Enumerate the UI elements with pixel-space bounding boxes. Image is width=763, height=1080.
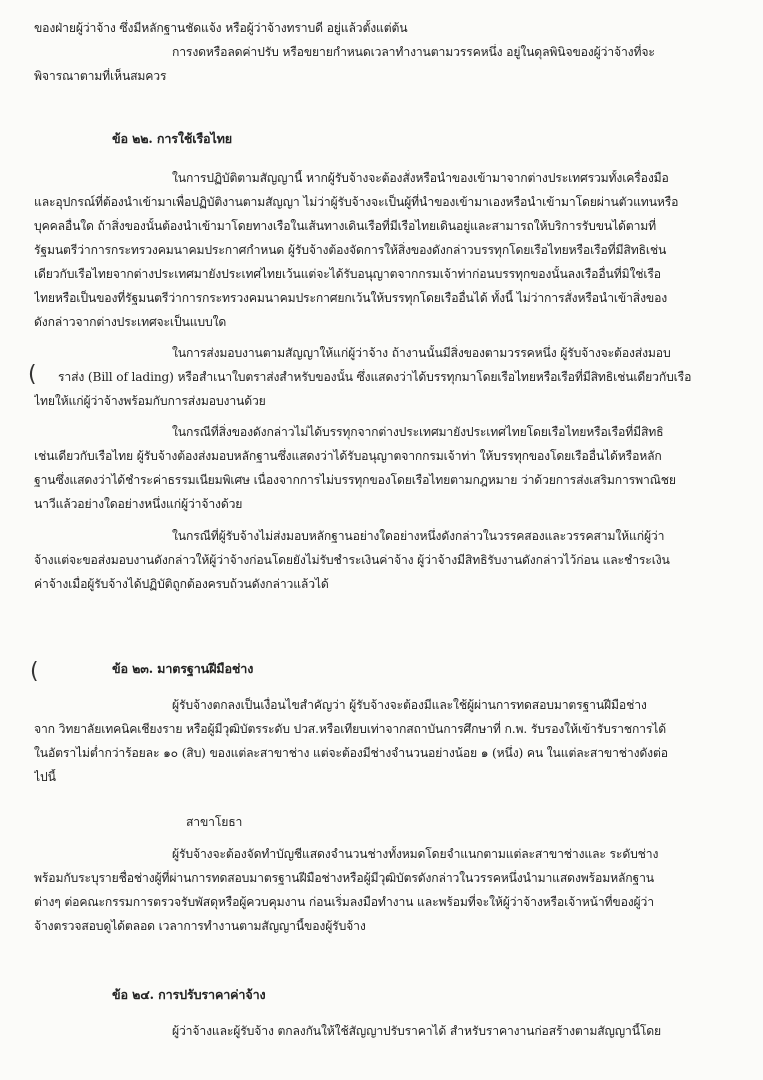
s23-p3-line-4: จ้างตรวจสอบดูได้ตลอด เวลาการทำงานตามสัญญานี้ของผู้รับจ้าง	[34, 919, 366, 933]
s23-p1-line-3: ในอัตราไม่ต่ำกว่าร้อยละ ๑๐ (สิบ) ของแต่ละสาขาช่าง แต่จะต้องมีช่างจำนวนอย่างน้อย ๑ (หนึ่ง) คน ในแต่ละสาขาช่างดังต่อ	[34, 746, 668, 760]
s22-p1-line-1: ในการปฏิบัติตามสัญญานี้ หากผู้รับจ้างจะต้องสั่งหรือนำของเข้ามาจากต่างประเทศรวมทั้งเครื่องมือ	[172, 171, 669, 185]
section-23-heading: ข้อ ๒๓. มาตรฐานฝีมือช่าง	[112, 661, 254, 676]
punch-hole-mark: (	[28, 362, 37, 387]
s22-p4-line-2: จ้างแต่จะขอส่งมอบงานดังกล่าวให้ผู้ว่าจ้างก่อนโดยยังไม่รับชำระเงินค่าจ้าง ผู้ว่าจ้างมีสิทธิรับงานดังกล่าวไว้ก่อน และชำระเงิน	[34, 553, 670, 567]
s22-p1-line-4: รัฐมนตรีว่าการกระทรวงคมนาคมประกาศกำหนด ผู้รับจ้างต้องจัดการให้สิ่งของดังกล่าวบรรทุกโดยเรือไทยหรือเรือที่มีสิทธิเช่น	[34, 243, 667, 257]
s22-p3-line-4: นาวีแล้วอย่างใดอย่างหนึ่งแก่ผู้ว่าจ้างด้วย	[34, 497, 243, 511]
s22-p2-line-2: ราส่ง (Bill of lading) หรือสำเนาใบตราส่งสำหรับของนั้น ซึ่งแสดงว่าได้บรรทุกมาโดยเรือไทยหรือเรือที่มีสิทธิเช่นเดียวกับเรือ	[58, 370, 692, 384]
s23-p3-line-1: ผู้รับจ้างจะต้องจัดทำบัญชีแสดงจำนวนช่างทั้งหมดโดยจำแนกตามแต่ละสาขาช่างและ ระดับช่าง	[172, 847, 659, 861]
s23-p3-line-2: พร้อมกับระบุรายชื่อช่างผู้ที่ผ่านการทดสอบมาตรฐานฝีมือช่างหรือผู้มีวุฒิบัตรดังกล่าวในวรรคหนึ่งนำมาแสดงพร้อมหลักฐาน	[34, 871, 654, 885]
intro-line-3: พิจารณาตามที่เห็นสมควร	[34, 69, 167, 83]
s23-branch-label: สาขาโยธา	[186, 815, 243, 829]
s22-p1-line-7: ดังกล่าวจากต่างประเทศจะเป็นแบบใด	[34, 315, 227, 329]
intro-line-1: ของฝ่ายผู้ว่าจ้าง ซึ่งมีหลักฐานชัดแจ้ง หรือผู้ว่าจ้างทราบดี อยู่แล้วตั้งแต่ต้น	[34, 21, 408, 35]
s22-p1-line-5: เดียวกับเรือไทยจากต่างประเทศมายังประเทศไทยเว้นแต่จะได้รับอนุญาตจากกรมเจ้าท่าก่อนบรรทุกของนั้นลงเรืออื่นที่มิใช่เรือ	[34, 267, 661, 281]
s22-p3-line-2: เช่นเดียวกับเรือไทย ผู้รับจ้างต้องส่งมอบหลักฐานซึ่งแสดงว่าได้รับอนุญาตจากกรมเจ้าท่า ให้บรรทุกของโดยเรืออื่นได้หรือหลัก	[34, 449, 662, 463]
s22-p2-line-1: ในการส่งมอบงานตามสัญญาให้แก่ผู้ว่าจ้าง ถ้างานนั้นมีสิ่งของตามวรรคหนึ่ง ผู้รับจ้างจะต้องส่งมอบ	[172, 346, 671, 360]
section-22-heading: ข้อ ๒๒. การใช้เรือไทย	[112, 131, 233, 146]
s22-p4-line-3: ค่าจ้างเมื่อผู้รับจ้างได้ปฏิบัติถูกต้องครบถ้วนดังกล่าวแล้วได้	[34, 577, 329, 591]
s22-p3-line-3: ฐานซึ่งแสดงว่าได้ชำระค่าธรรมเนียมพิเศษ เนื่องจากการไม่บรรทุกของโดยเรือไทยตามกฎหมาย ว่าด้วยการส่งเสริมการพาณิชย	[34, 473, 676, 487]
s24-p1-line-1: ผู้ว่าจ้างและผู้รับจ้าง ตกลงกันให้ใช้สัญญาปรับราคาได้ สำหรับราคางานก่อสร้างตามสัญญานี้โดย	[172, 1024, 662, 1038]
section-24-heading: ข้อ ๒๔. การปรับราคาค่าจ้าง	[112, 987, 266, 1002]
punch-hole-mark: (	[30, 659, 39, 684]
s23-p1-line-4: ไปนี้	[34, 770, 56, 784]
s22-p1-line-6: ไทยหรือเป็นของที่รัฐมนตรีว่าการกระทรวงคมนาคมประกาศยกเว้นให้บรรทุกโดยเรืออื่นได้ ทั้งนี้ ไม่ว่าการสั่งหรือนำเข้าสิ่งของ	[34, 291, 668, 305]
s22-p1-line-3: บุคคลอื่นใด ถ้าสิ่งของนั้นต้องนำเข้ามาโดยทางเรือในเส้นทางเดินเรือที่มีเรือไทยเดินอยู่และสามารถให้บริการรับขนได้ตามที่	[34, 219, 657, 233]
s22-p3-line-1: ในกรณีที่สิ่งของดังกล่าวไม่ได้บรรทุกจากต่างประเทศมายังประเทศไทยโดยเรือไทยหรือเรือที่มีสิทธิ	[172, 425, 664, 439]
intro-line-2: การงดหรือลดค่าปรับ หรือขยายกำหนดเวลาทำงานตามวรรคหนึ่ง อยู่ในดุลพินิจของผู้ว่าจ้างที่จะ	[172, 45, 655, 59]
s23-p1-line-1: ผู้รับจ้างตกลงเป็นเงื่อนไขสำคัญว่า ผู้รับจ้างจะต้องมีและใช้ผู้ผ่านการทดสอบมาตรฐานฝีมือช่าง	[172, 698, 647, 712]
s22-p2-line-3: ไทยให้แก่ผู้ว่าจ้างพร้อมกับการส่งมอบงานด้วย	[34, 394, 266, 408]
s22-p4-line-1: ในกรณีที่ผู้รับจ้างไม่ส่งมอบหลักฐานอย่างใดอย่างหนึ่งดังกล่าวในวรรคสองและวรรคสามให้แก่ผู้ว่า	[172, 529, 665, 543]
s23-p3-line-3: ต่างๆ ต่อคณะกรรมการตรวจรับพัสดุหรือผู้ควบคุมงาน ก่อนเริ่มลงมือทำงาน และพร้อมที่จะให้ผู้ว่าจ้างหรือเจ้าหน้าที่ของผู้ว่า	[34, 895, 654, 909]
s23-p1-line-2: จาก วิทยาลัยเทคนิคเชียงราย หรือผู้มีวุฒิบัตรระดับ ปวส.หรือเทียบเท่าจากสถาบันการศึกษาที่ ก.พ. รับรองให้เข้ารับราชการได้	[34, 722, 667, 736]
s22-p1-line-2: และอุปกรณ์ที่ต้องนำเข้ามาเพื่อปฏิบัติงานตามสัญญา ไม่ว่าผู้รับจ้างจะเป็นผู้ที่นำของเข้ามาเองหรือนำเข้ามาโดยผ่านตัวแทนหรือ	[34, 195, 679, 209]
